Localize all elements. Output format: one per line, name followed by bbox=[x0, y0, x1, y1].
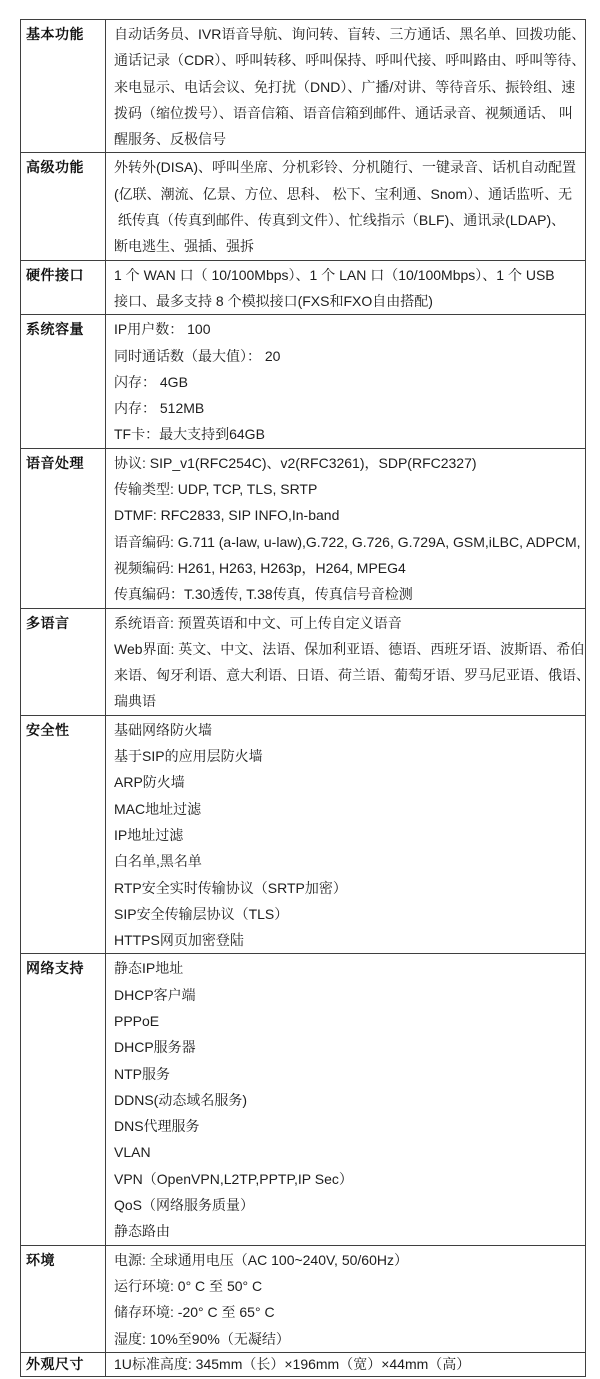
spec-line: VPN（OpenVPN,L2TP,PPTP,IP Sec） bbox=[114, 1170, 353, 1187]
spec-line: 纸传真（传真到邮件、传真到文件）、忙线指示（BLF)、通讯录(LDAP)、 bbox=[114, 212, 566, 229]
spec-line: 1 个 WAN 口（ 10/100Mbps）、1 个 LAN 口（10/100Mbps）、1 个 USB bbox=[114, 266, 555, 283]
row-header: 硬件接口 bbox=[21, 260, 106, 315]
table-row bbox=[21, 153, 586, 260]
table-row bbox=[21, 954, 586, 1245]
spec-line: DHCP服务器 bbox=[114, 1039, 196, 1056]
table-row bbox=[21, 448, 586, 608]
spec-line: 瑞典语 bbox=[114, 693, 156, 710]
row-content bbox=[106, 260, 586, 315]
row-header: 系统容量 bbox=[21, 315, 106, 448]
spec-line: 来语、匈牙利语、意大利语、日语、荷兰语、葡萄牙语、罗马尼亚语、俄语、 bbox=[114, 667, 590, 684]
spec-line: 视频编码: H261, H263, H263p，H264, MPEG4 bbox=[114, 559, 406, 576]
spec-line: 断电逃生、强插、强拆 bbox=[114, 238, 254, 255]
spec-line: 1U标准高度: 345mm（长）×196mm（宽）×44mm（高） bbox=[114, 1355, 471, 1372]
spec-line: VLAN bbox=[114, 1144, 151, 1161]
spec-line: 语音编码: G.711 (a-law, u-law),G.722, G.726, G.729A, GSM,iLBC, ADPCM, bbox=[114, 533, 581, 550]
row-header: 高级功能 bbox=[21, 153, 106, 260]
row-content bbox=[106, 1352, 586, 1376]
spec-line: DDNS(动态域名服务) bbox=[114, 1091, 247, 1108]
spec-line: 拨码（缩位拨号）、语音信箱、语音信箱到邮件、通话录音、视频通话、 叫 bbox=[114, 104, 573, 121]
spec-line: 闪存： 4GB bbox=[114, 373, 188, 390]
spec-line: 静态IP地址 bbox=[114, 960, 184, 977]
spec-line: 基础网络防火墙 bbox=[114, 721, 212, 738]
spec-line: 传真编码：T.30透传, T.38传真，传真信号音检测 bbox=[114, 586, 413, 603]
spec-line: QoS（网络服务质量） bbox=[114, 1197, 255, 1214]
row-header: 外观尺寸 bbox=[21, 1352, 106, 1376]
table-row bbox=[21, 715, 586, 954]
table-row bbox=[21, 20, 586, 153]
spec-line: 协议: SIP_v1(RFC254C)、v2(RFC3261)，SDP(RFC2327) bbox=[114, 454, 477, 471]
row-content bbox=[106, 448, 586, 608]
table-row bbox=[21, 260, 586, 315]
row-header: 多语言 bbox=[21, 608, 106, 715]
spec-line: 自动话务员、IVR语音导航、询问转、盲转、三方通话、黑名单、回拨功能、 bbox=[114, 26, 586, 42]
spec-line: 静态路由 bbox=[114, 1223, 170, 1240]
table-row bbox=[21, 608, 586, 715]
spec-line: TF卡：最大支持到64GB bbox=[114, 426, 265, 443]
spec-line: DHCP客户端 bbox=[114, 986, 196, 1003]
spec-line: MAC地址过滤 bbox=[114, 800, 202, 817]
row-header: 基本功能 bbox=[21, 20, 106, 153]
spec-table-body bbox=[21, 20, 590, 1377]
spec-line: HTTPS网页加密登陆 bbox=[114, 932, 244, 949]
spec-line: SIP安全传输层协议（TLS） bbox=[114, 905, 289, 922]
table-row bbox=[21, 1352, 586, 1376]
spec-line: 白名单,黑名单 bbox=[114, 853, 202, 870]
spec-line: (亿联、潮流、亿景、方位、思科、 松下、宝利通、Snom）、通话监听、无 bbox=[114, 185, 573, 202]
spec-line: 内存： 512MB bbox=[114, 400, 205, 417]
spec-line: 系统语音: 预置英语和中文、可上传自定义语音 bbox=[114, 614, 402, 631]
spec-line: 电源: 全球通用电压（AC 100~240V, 50/60Hz） bbox=[114, 1251, 408, 1268]
row-content bbox=[106, 20, 586, 153]
row-content bbox=[106, 608, 590, 715]
spec-line: 湿度: 10%至90%（无凝结） bbox=[114, 1330, 290, 1347]
spec-line: Web界面: 英文、中文、法语、保加利亚语、德语、西班牙语、波斯语、希伯 bbox=[114, 640, 585, 657]
spec-line: 来电显示、电话会议、免打扰（DND）、广播/对讲、等待音乐、振铃组、速 bbox=[114, 78, 576, 95]
spec-line: ARP防火墙 bbox=[114, 774, 185, 791]
spec-line: DTMF: RFC2833, SIP INFO,In-band bbox=[114, 507, 340, 524]
row-header: 网络支持 bbox=[21, 954, 106, 1245]
table-row bbox=[21, 315, 586, 448]
spec-line: PPPoE bbox=[114, 1012, 160, 1029]
spec-line: 同时通话数（最大值）： 20 bbox=[114, 347, 281, 364]
row-content bbox=[106, 1245, 586, 1352]
row-content bbox=[106, 954, 586, 1245]
spec-line: 基于SIP的应用层防火墙 bbox=[114, 748, 263, 765]
spec-line: DNS代理服务 bbox=[114, 1118, 200, 1135]
spec-line: 通话记录（CDR）、呼叫转移、呼叫保持、呼叫代接、呼叫路由、呼叫等待、 bbox=[114, 52, 586, 69]
row-content bbox=[106, 715, 586, 954]
row-header: 语音处理 bbox=[21, 448, 106, 608]
row-content bbox=[106, 315, 586, 448]
spec-line: NTP服务 bbox=[114, 1065, 170, 1082]
spec-line: 接口、最多支持 8 个模拟接口(FXS和FXO自由搭配) bbox=[114, 292, 433, 309]
spec-line: 传输类型: UDP, TCP, TLS, SRTP bbox=[114, 481, 318, 498]
spec-line: IP用户数： 100 bbox=[114, 321, 211, 338]
row-header: 环境 bbox=[21, 1245, 106, 1352]
row-content bbox=[106, 153, 586, 260]
spec-line: 醒服务、反极信号 bbox=[114, 131, 226, 148]
spec-line: 储存环境: -20° C 至 65° C bbox=[114, 1304, 275, 1321]
spec-line: 运行环境: 0° C 至 50° C bbox=[114, 1277, 263, 1294]
spec-line: IP地址过滤 bbox=[114, 826, 184, 843]
row-header: 安全性 bbox=[21, 715, 106, 954]
spec-line: 外转外(DISA)、呼叫坐席、分机彩铃、分机随行、一键录音、话机自动配置 bbox=[114, 159, 576, 176]
table-row bbox=[21, 1245, 586, 1352]
spec-line: RTP安全实时传输协议（SRTP加密） bbox=[114, 879, 347, 896]
spec-table bbox=[20, 19, 590, 1377]
